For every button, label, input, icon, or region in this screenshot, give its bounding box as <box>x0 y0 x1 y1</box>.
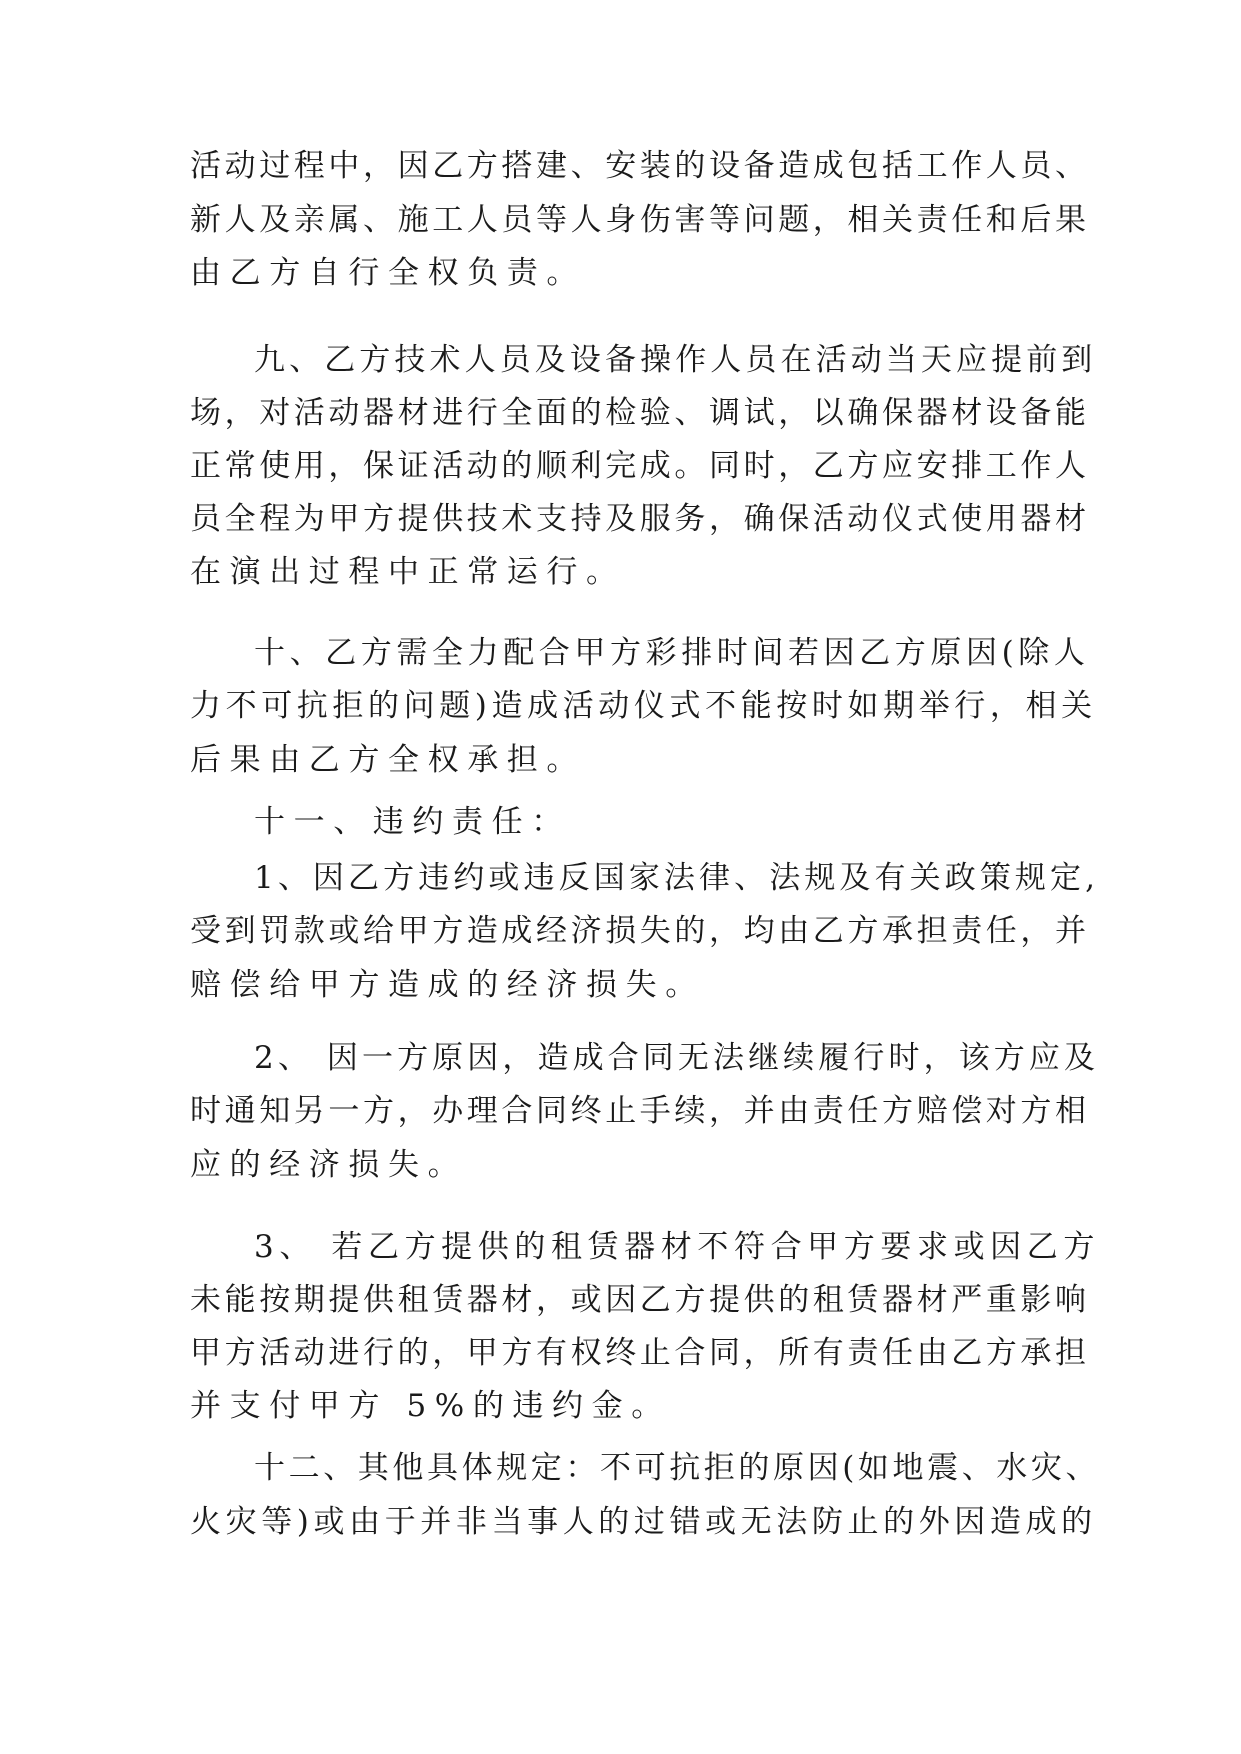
paragraph-start-line: 2、 因一方原因，造成合同无法继续履行时，该方应及 <box>254 1040 1100 1076</box>
text-line: 火灾等)或由于并非当事人的过错或无法防止的外因造成的 <box>190 1504 1097 1540</box>
paragraph-start-line: 1、因乙方违约或违反国家法律、法规及有关政策规定, <box>254 860 1100 896</box>
text-line: 甲方活动进行的，甲方有权终止合同，所有责任由乙方承担 <box>190 1335 1090 1371</box>
text-line: 由乙方自行全权负责。 <box>190 255 586 291</box>
text-line: 新人及亲属、施工人员等人身伤害等问题，相关责任和后果 <box>190 202 1090 238</box>
text-line: 场，对活动器材进行全面的检验、调试，以确保器材设备能 <box>190 395 1090 431</box>
section-heading: 十一、违约责任： <box>254 804 571 840</box>
text-line: 在演出过程中正常运行。 <box>190 554 626 590</box>
text-line: 员全程为甲方提供技术支持及服务，确保活动仪式使用器材 <box>190 501 1090 537</box>
text-line: 应的经济损失。 <box>190 1147 468 1183</box>
text-line: 后果由乙方全权承担。 <box>190 742 586 778</box>
text-line: 时通知另一方，办理合同终止手续，并由责任方赔偿对方相 <box>190 1093 1090 1129</box>
text-line: 赔偿给甲方造成的经济损失。 <box>190 967 705 1003</box>
paragraph-start-line: 3、 若乙方提供的租赁器材不符合甲方要求或因乙方 <box>254 1229 1100 1265</box>
text-line: 正常使用，保证活动的顺利完成。同时，乙方应安排工作人 <box>190 448 1090 484</box>
paragraph-start-line: 九、乙方技术人员及设备操作人员在活动当天应提前到 <box>254 342 1097 378</box>
text-line: 未能按期提供租赁器材，或因乙方提供的租赁器材严重影响 <box>190 1282 1090 1318</box>
text-line: 力不可抗拒的问题)造成活动仪式不能按时如期举行，相关 <box>190 688 1097 724</box>
text-line: 活动过程中，因乙方搭建、安装的设备造成包括工作人员、 <box>190 148 1090 184</box>
text-line: 受到罚款或给甲方造成经济损失的，均由乙方承担责任，并 <box>190 913 1090 949</box>
text-line: 并支付甲方 5%的违约金。 <box>190 1388 671 1424</box>
paragraph-start-line: 十二、其他具体规定：不可抗拒的原因(如地震、水灾、 <box>254 1450 1101 1486</box>
paragraph-start-line: 十、乙方需全力配合甲方彩排时间若因乙方原因(除人 <box>254 635 1090 671</box>
